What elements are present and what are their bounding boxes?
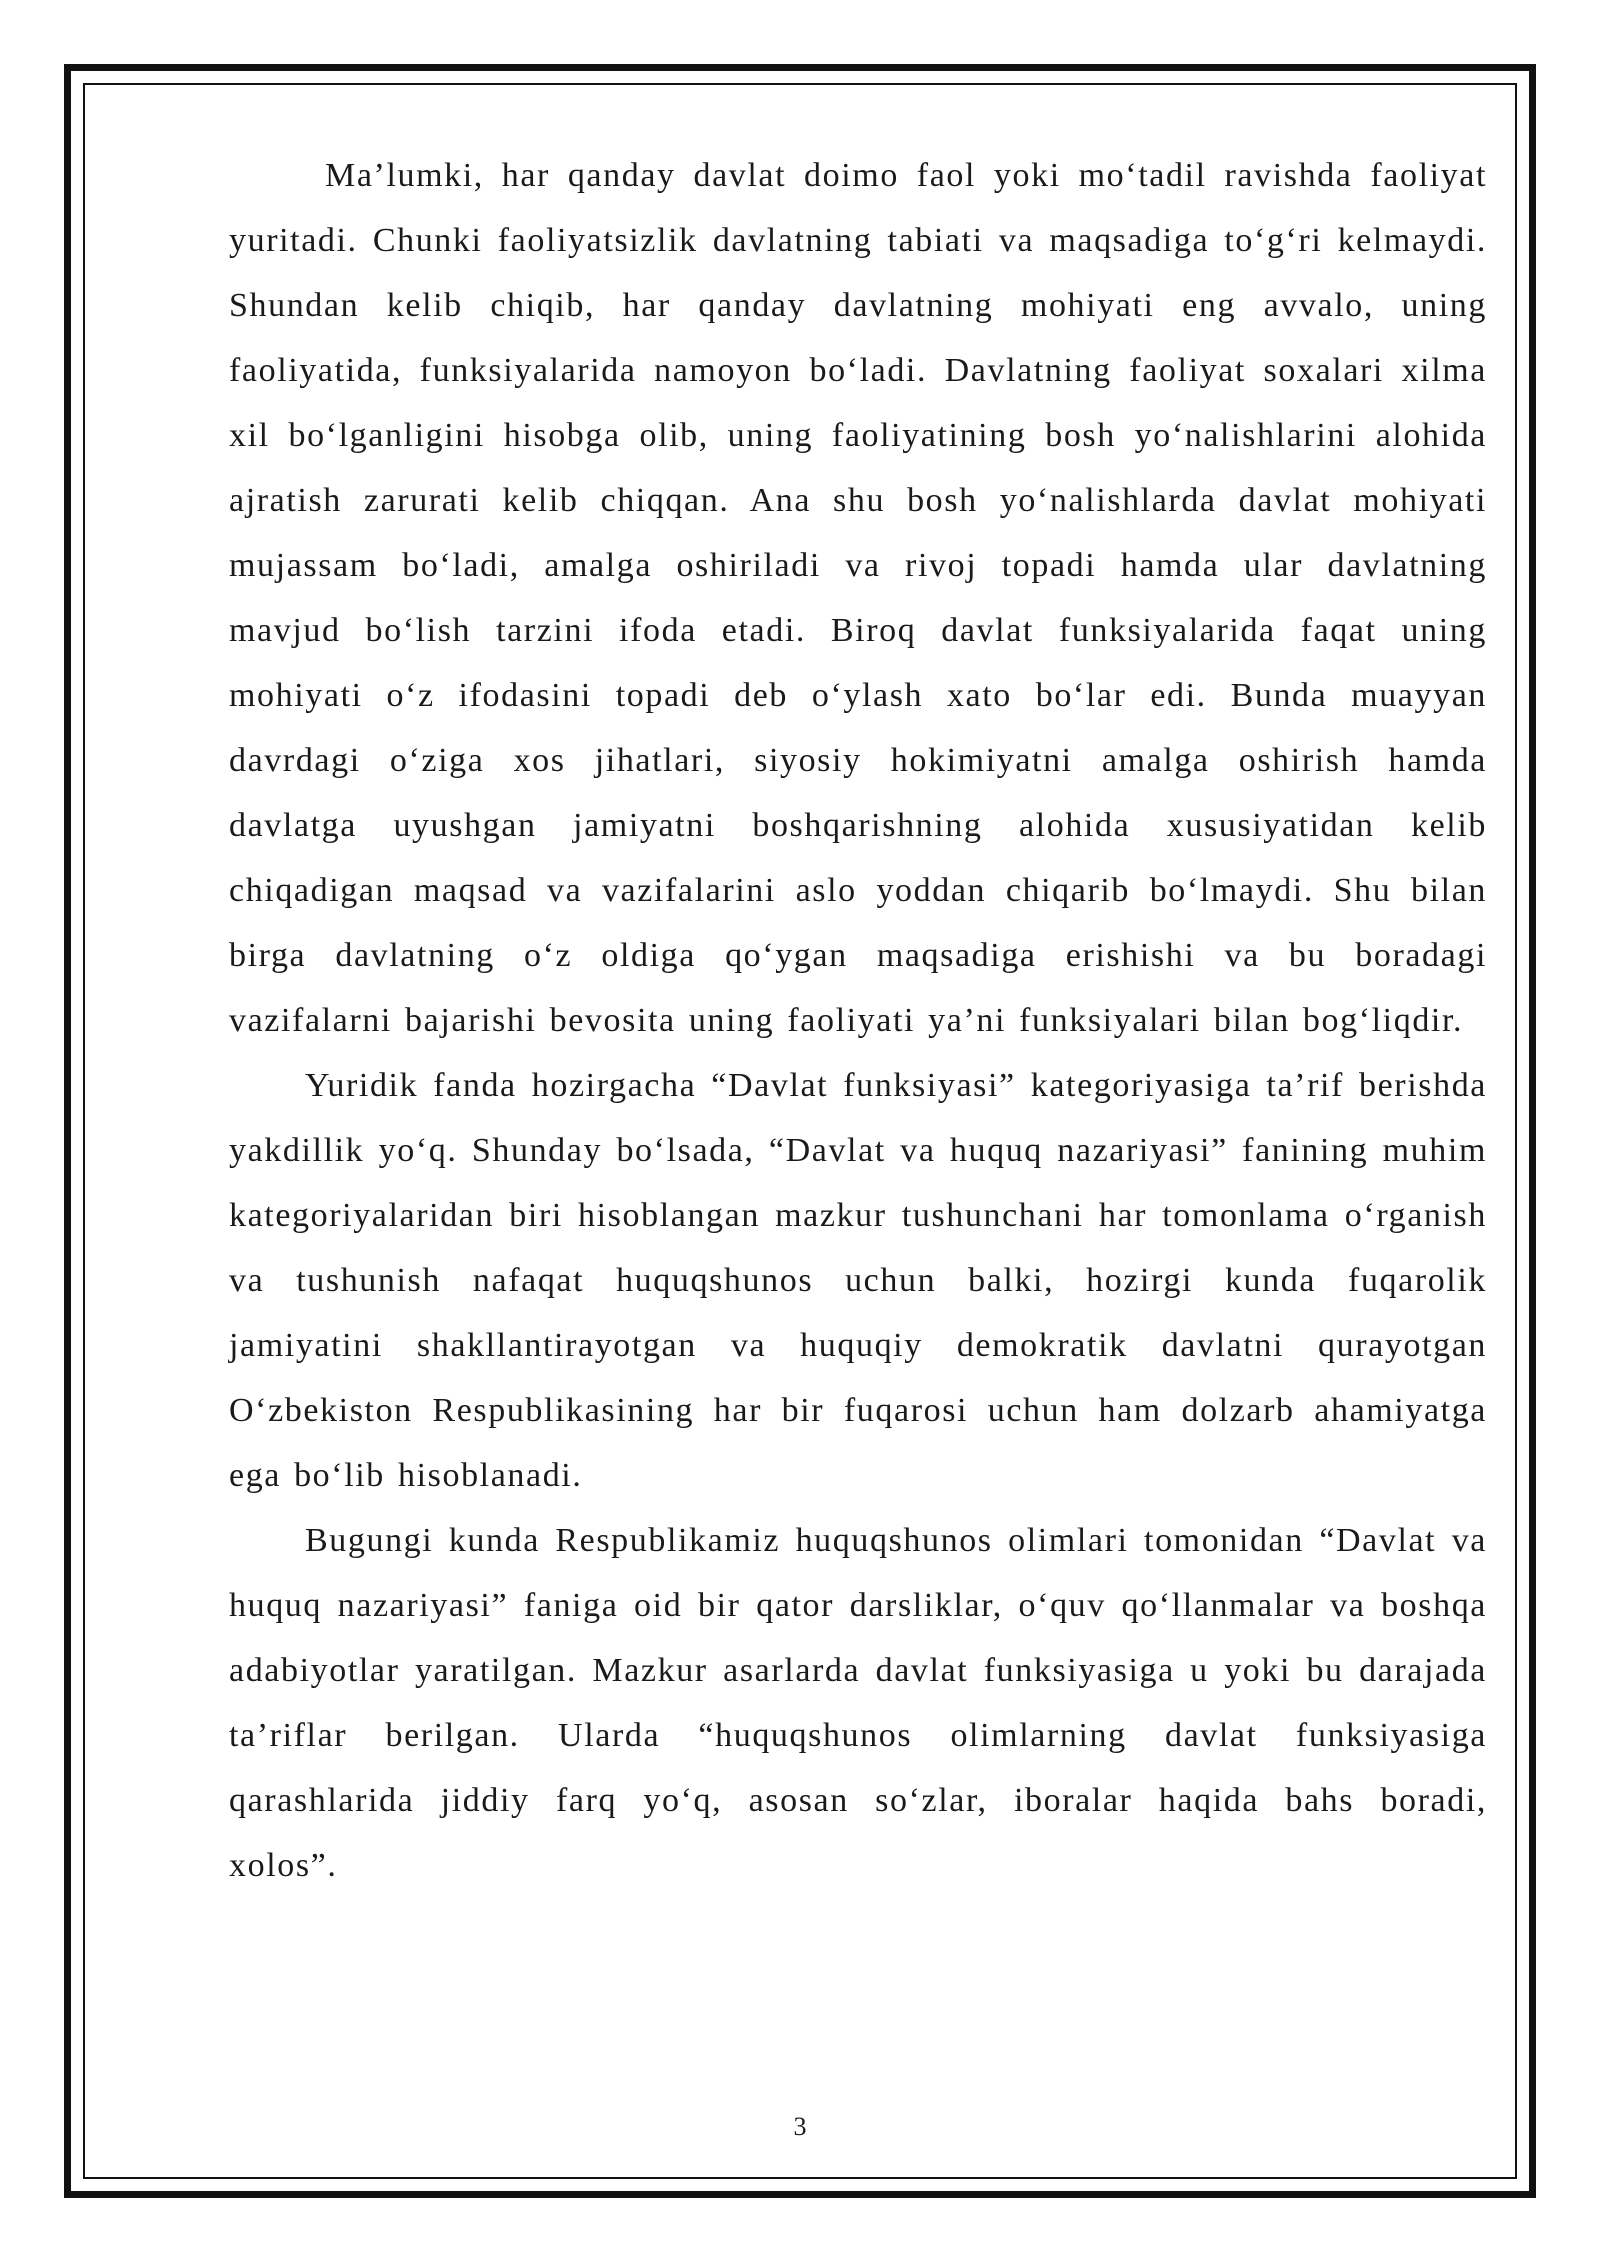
paragraph-3: Bugungi kunda Respublikamiz huquqshunos olimlari tomonidan “Davlat va huquq nazariyasi” faniga oid bir qator darsliklar, o‘quv qo‘llanmalar va boshqa adabiyotlar yaratilgan. Mazkur asarlarda davlat funksiyasiga u yoki bu darajada ta’riflar berilgan. Ularda “huquqshunos olimlarning davlat funksiyasiga qarashlarida jiddiy farq yo‘q, asosan so‘zlar, iboralar haqida bahs boradi, xolos”. — [229, 1522, 1487, 1884]
document-body — [229, 143, 1487, 1898]
page-number: 3 — [793, 2112, 807, 2141]
paragraph-1: Ma’lumki, har qanday davlat doimo faol yoki mo‘tadil ravishda faoliyat yuritadi. Chunki faoliyatsizlik davlatning tabiati va maqsadiga to‘g‘ri kelmaydi. Shundan kelib chiqib, har qanday davlatning mohiyati eng avvalo, uning faoliyatida, funksiyalarida namoyon bo‘ladi. Davlatning faoliyat soxalari xilma xil bo‘lganligini hisobga olib, uning faoliyatining bosh yo‘nalishlarini alohida ajratish zarurati kelib chiqqan. Ana shu bosh yo‘nalishlarda davlat mohiyati mujassam bo‘ladi, amalga oshiriladi va rivoj topadi hamda ular davlatning mavjud bo‘lish tarzini ifoda etadi. Biroq davlat funksiyalarida faqat uning mohiyati o‘z ifodasini topadi deb o‘ylash xato bo‘lar edi. Bunda muayyan davrdagi o‘ziga xos jihatlari, siyosiy hokimiyatni amalga oshirish hamda davlatga uyushgan jamiyatni boshqarishning alohida xususiyatidan kelib chiqadigan maqsad va vazifalarini aslo yoddan chiqarib bo‘lmaydi. Shu bilan birga davlatning o‘z oldiga qo‘ygan maqsadiga erishishi va bu boradagi vazifalarni bajarishi bevosita uning faoliyati ya’ni funksiyalari bilan bog‘liqdir. — [229, 157, 1487, 1039]
paragraph-2: Yuridik fanda hozirgacha “Davlat funksiyasi” kategoriyasiga ta’rif berishda yakdillik yo‘q. Shunday bo‘lsada, “Davlat va huquq nazariyasi” fanining muhim kategoriyalaridan biri hisoblangan mazkur tushunchani har tomonlama o‘rganish va tushunish nafaqat huquqshunos uchun balki, hozirgi kunda fuqarolik jamiyatini shakllantirayotgan va huquqiy demokratik davlatni qurayotgan O‘zbekiston Respublikasining har bir fuqarosi uchun ham dolzarb ahamiyatga ega bo‘lib hisoblanadi. — [229, 1067, 1487, 1494]
